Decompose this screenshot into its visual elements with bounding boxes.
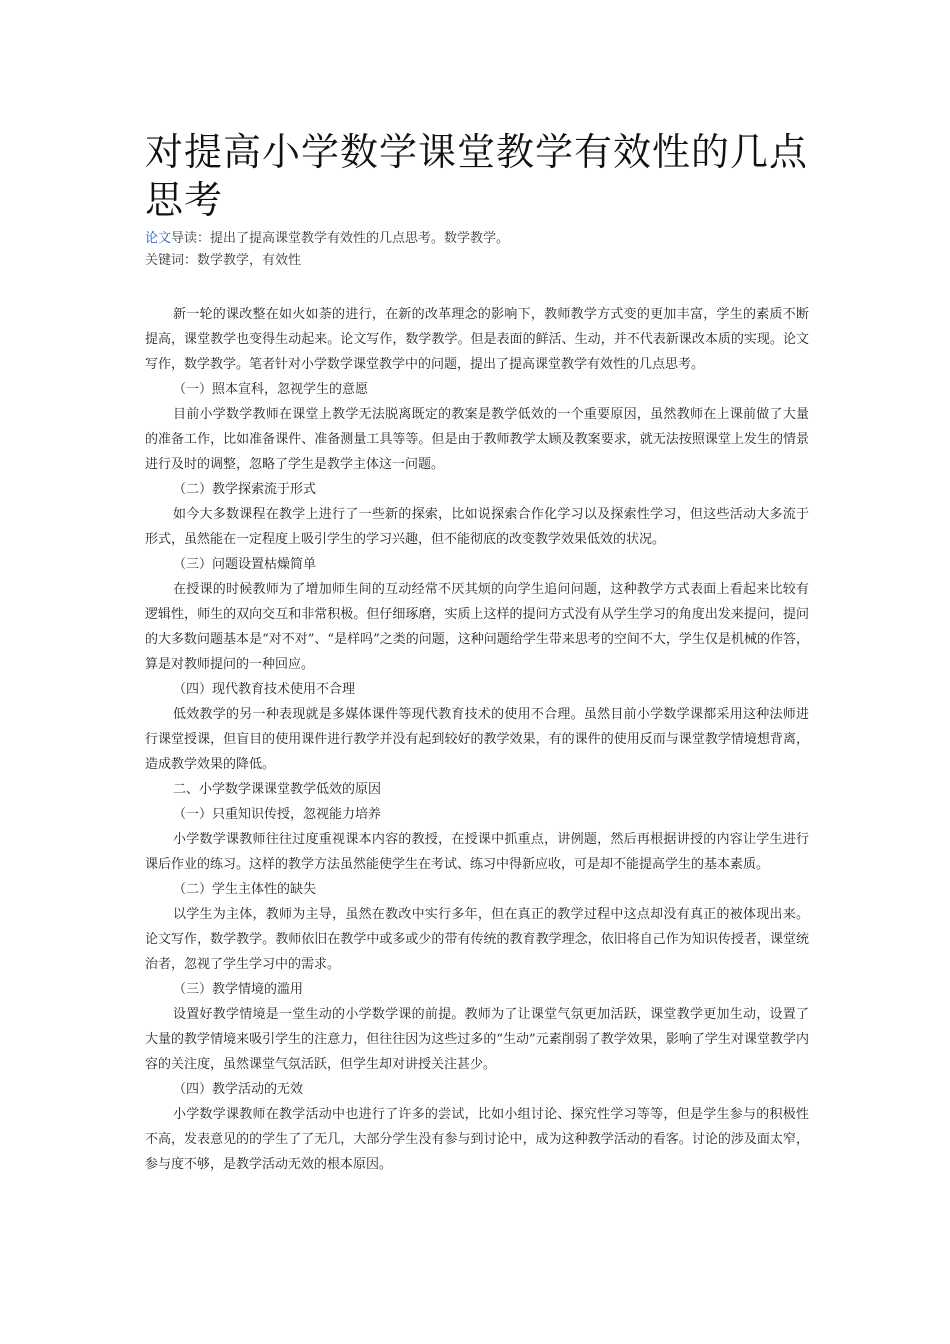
article-title: 对提高小学数学课堂教学有效性的几点思考	[145, 130, 809, 222]
lead-line	[145, 228, 809, 250]
lead-text: 导读：提出了提高课堂教学有效性的几点思考。数学教学。	[171, 231, 510, 246]
subheading: （三）问题设置枯燥简单	[173, 557, 317, 572]
paragraph: 设置好教学情境是一堂生动的小学数学课的前提。教师为了让课堂气氛更加活跃，课堂教学更加生动，设置了大量的教学情境来吸引学生的注意力，但往往因为这些过多的“生动”元素削弱了教学效果，影响了学生对课堂教学内容的关注度，虽然课堂气氛活跃，但学生却对讲授关注甚少。	[145, 1007, 809, 1072]
document-page	[145, 128, 809, 1177]
paragraph: 目前小学数学教师在课堂上教学无法脱离既定的教案是教学低效的一个重要原因，虽然教师在上课前做了大量的准备工作，比如准备课件、准备测量工具等等。但是由于教师教学太顾及教案要求，就无法按照课堂上发生的情景进行及时的调整，忽略了学生是教学主体这一问题。	[145, 407, 809, 472]
paragraph: 小学数学课教师在教学活动中也进行了许多的尝试，比如小组讨论、探究性学习等等，但是学生参与的积极性不高，发表意见的的学生了了无几，大部分学生没有参与到讨论中，成为这种教学活动的看客。讨论的涉及面太窄，参与度不够，是教学活动无效的根本原因。	[145, 1107, 809, 1172]
spacer	[145, 272, 809, 302]
paragraph: 如今大多数课程在教学上进行了一些新的探索，比如说探索合作化学习以及探索性学习，但这些活动大多流于形式，虽然能在一定程度上吸引学生的学习兴趣，但不能彻底的改变教学效果低效的状况。	[145, 507, 809, 547]
subheading: （二）教学探索流于形式	[173, 482, 317, 497]
subheading: （二）学生主体性的缺失	[173, 882, 317, 897]
article-body	[145, 302, 809, 1177]
paragraph: 低效教学的另一种表现就是多媒体课件等现代教育技术的使用不合理。虽然目前小学数学课都采用这种法师进行课堂授课，但盲目的使用课件进行教学并没有起到较好的教学效果，有的课件的使用反而与课堂教学情境想背离，造成教学效果的降低。	[145, 707, 809, 772]
subheading: （一）只重知识传授，忽视能力培养	[173, 807, 382, 822]
paragraph: 在授课的时候教师为了增加师生间的互动经常不厌其烦的向学生追问问题，这种教学方式表面上看起来比较有逻辑性，师生的双向交互和非常积极。但仔细琢磨，实质上这样的提问方式没有从学生学习的角度出发来提问，提问的大多数问题基本是“对不对”、“是样吗”之类的问题，这种问题给学生带来思考的空间不大，学生仅是机械的作答，算是对教师提问的一种回应。	[145, 582, 809, 672]
subheading: （四）教学活动的无效	[173, 1082, 304, 1097]
subheading: （三）教学情境的滥用	[173, 982, 304, 997]
section-heading: 二、小学数学课课堂教学低效的原因	[173, 782, 382, 797]
paragraph: 小学数学课教师往往过度重视课本内容的教授，在授课中抓重点，讲例题，然后再根据讲授的内容让学生进行课后作业的练习。这样的教学方法虽然能使学生在考试、练习中得新应收，可是却不能提高学生的基本素质。	[145, 832, 809, 872]
lunwen-link[interactable]: 论文	[145, 231, 172, 246]
keywords-line: 关键词：数学教学，有效性	[145, 253, 302, 268]
paragraph-intro: 新一轮的课改整在如火如荼的进行，在新的改革理念的影响下，教师教学方式变的更加丰富，学生的素质不断提高，课堂教学也变得生动起来。论文写作，数学教学。但是表面的鲜活、生动，并不代表新课改本质的实现。论文写作，数学教学。笔者针对小学数学课堂教学中的问题，提出了提高课堂教学有效性的几点思考。	[145, 307, 809, 372]
paragraph: 以学生为主体，教师为主导，虽然在教改中实行多年，但在真正的教学过程中这点却没有真正的被体现出来。论文写作，数学教学。教师依旧在教学中或多或少的带有传统的教育教学理念，依旧将自己作为知识传授者，课堂统治者，忽视了学生学习中的需求。	[145, 907, 809, 972]
subheading: （一）照本宣科，忽视学生的意愿	[173, 382, 369, 397]
subheading: （四）现代教育技术使用不合理	[173, 682, 356, 697]
